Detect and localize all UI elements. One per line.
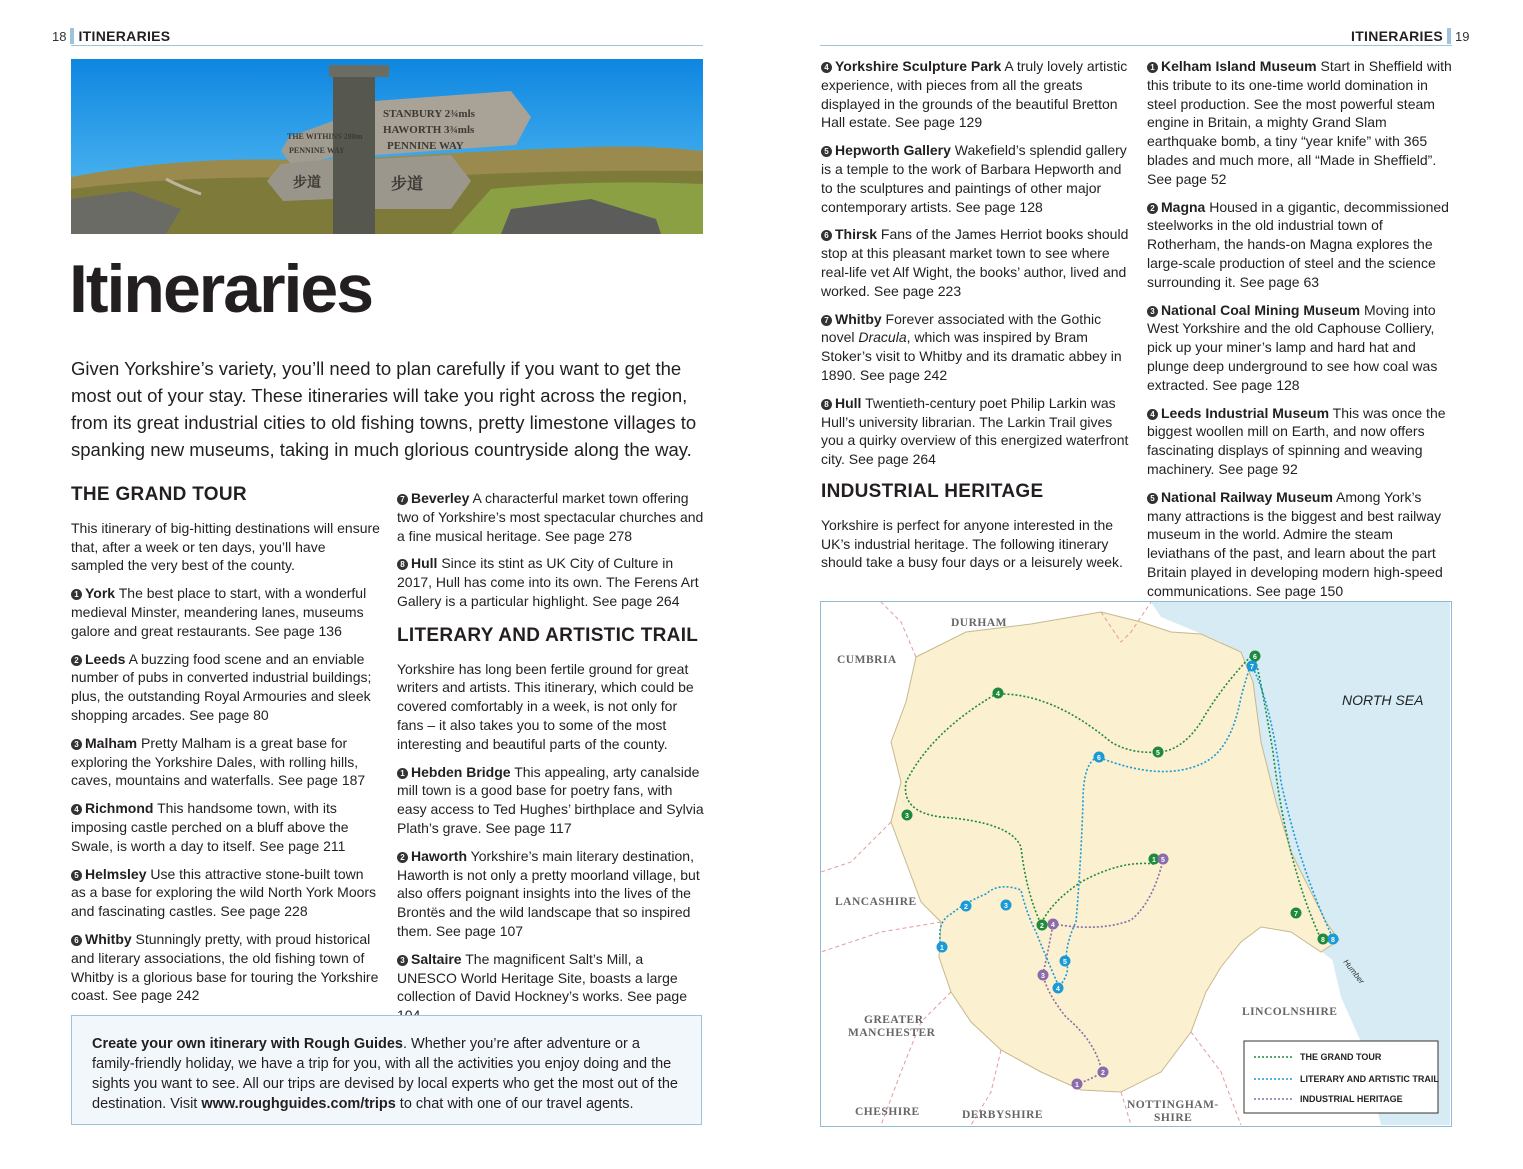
right-page-header: [1351, 26, 1469, 46]
number-badge: 4: [71, 804, 82, 815]
item-name: Hull: [411, 555, 438, 572]
list-item: [821, 225, 1129, 300]
item-name: Whitby: [835, 310, 882, 327]
svg-text:5: 5: [1161, 857, 1165, 864]
svg-text:1: 1: [1152, 857, 1156, 864]
map-marker: [1053, 983, 1064, 994]
list-item: [71, 930, 381, 1005]
list-item: [71, 584, 381, 640]
svg-text:6: 6: [1253, 654, 1257, 661]
map-marker: [1048, 919, 1059, 930]
left-page-header: [52, 26, 170, 46]
section-heading: LITERARY AND ARTISTIC TRAIL: [397, 624, 699, 646]
svg-text:6: 6: [1097, 755, 1101, 762]
region-label: CHESHIRE: [855, 1106, 920, 1118]
header-bar: [1447, 28, 1451, 44]
map-marker: [1158, 854, 1169, 865]
column-middle: [397, 489, 705, 1034]
legend-label: LITERARY AND ARTISTIC TRAIL: [1300, 1074, 1439, 1084]
svg-text:7: 7: [1250, 664, 1254, 671]
item-text: Yorkshire’s main literary destination, Haworth is not only a pretty moorland village, but also offers poignant insights into the lives of the Brontës and the wild landscape that so inspired them. See page 107: [397, 847, 700, 939]
list-item: [397, 489, 705, 545]
number-badge: 2: [71, 655, 82, 666]
item-text: Start in Sheffield with this tribute to its one-time world domination in steel production. See the most powerful steam engine in Britain, a mighty Grand Slam earthquake bomb, a tiny “year knife” with 365 blades and much more, all “Made in Sheffield”. See page 52: [1147, 58, 1452, 187]
item-text: , which was inspired by Bram Stoker’s visit to Whitby and its dramatic abbey in 1890. See page 242: [821, 329, 1122, 383]
region-label: LANCASHIRE: [835, 896, 917, 908]
section-heading: INDUSTRIAL HERITAGE: [821, 480, 1044, 502]
list-item: [397, 554, 705, 610]
list-item: [821, 394, 1129, 469]
number-badge: 8: [821, 399, 832, 410]
item-text: Wakefield’s splendid gallery is a temple to the work of Barbara Hepworth and to the sculptures and paintings of other major contemporary artists. See page 128: [821, 142, 1127, 215]
item-text: Twentieth-century poet Philip Larkin was Hull’s university librarian. The Larkin Trail gives you a quirky overview of this energized waterfront city. See page 264: [821, 394, 1129, 468]
svg-text:1: 1: [1075, 1082, 1079, 1089]
list-item: [397, 763, 705, 838]
itinerary-map: [820, 601, 1452, 1127]
header-rule: [820, 45, 1452, 46]
page-number: 18: [52, 28, 67, 44]
map-marker: [1060, 956, 1071, 967]
list-item: [1147, 301, 1457, 395]
item-name: Richmond: [85, 800, 154, 817]
svg-text:2: 2: [1101, 1070, 1105, 1077]
region-label: LINCOLNSHIRE: [1242, 1006, 1338, 1018]
number-badge: 2: [1147, 203, 1158, 214]
item-text: Since its stint as UK City of Culture in 2017, Hull has come into its own. The Ferens Art Gallery is a particular highlight. See page 264: [397, 555, 699, 609]
svg-text:8: 8: [1331, 937, 1335, 944]
item-text: Forever associated with the Gothic novel: [821, 310, 1102, 346]
section-title: ITINERARIES: [78, 28, 171, 44]
item-name: National Coal Mining Museum: [1161, 301, 1361, 318]
item-name: Whitby: [85, 930, 132, 947]
number-badge: 5: [71, 870, 82, 881]
intro-paragraph: Given Yorkshire’s variety, you’ll need to plan carefully if you want to get the most out of your stay. These itineraries will take you right across the region, from its great industrial cities to old fishing towns, pretty limestone villages to spanking new museums, taking in much glorious countryside along the way.: [71, 358, 697, 460]
item-name: Kelham Island Museum: [1161, 58, 1317, 74]
item-name: York: [85, 585, 116, 602]
item-name: Malham: [85, 734, 138, 751]
header-bar: [70, 28, 74, 44]
list-item: [397, 950, 705, 1025]
map-marker: [1318, 934, 1329, 945]
item-text: Moving into West Yorkshire and the old Caphouse Colliery, pick up your miner’s lamp and hard hat and plunge deep underground to see how coal was extracted. See page 128: [1147, 301, 1438, 393]
number-badge: 6: [71, 935, 82, 946]
item-name: National Railway Museum: [1161, 488, 1333, 505]
item-text: This handsome town, with its imposing castle perched on a bluff above the Swale, is worth a day to itself. See page 211: [71, 800, 349, 854]
region-label: DURHAM: [951, 617, 1008, 629]
number-badge: 3: [1147, 306, 1158, 317]
map-marker: [1247, 661, 1258, 672]
page-number: 19: [1454, 28, 1470, 44]
number-badge: 7: [821, 315, 832, 326]
map-marker: [1098, 1067, 1109, 1078]
item-text: A characterful market town offering two of Yorkshire’s most spectacular churches and a fine musical heritage. See page 278: [397, 490, 704, 544]
river-label: Humber: [1341, 957, 1367, 986]
number-badge: 3: [71, 739, 82, 750]
map-marker: [1001, 900, 1012, 911]
list-item: [71, 799, 381, 855]
section-intro: Yorkshire is perfect for anyone interested in the UK’s industrial heritage. The following itinerary should take a busy four days or a leisurely week.: [821, 516, 1123, 571]
number-badge: 1: [71, 589, 82, 600]
item-text: Fans of the James Herriot books should stop at this pleasant market town to see where real-life vet Alf Wight, the books’ author, lived and worked. See page 223: [821, 226, 1129, 299]
book-title: Dracula: [858, 329, 907, 346]
page-title: Itineraries: [69, 251, 373, 327]
sign-text: HAWORTH 3¾mls: [383, 124, 475, 136]
number-badge: 5: [821, 146, 832, 157]
item-text: Housed in a gigantic, decommissioned steelworks in the old industrial town of Rotherham, the hands-on Magna explores the large-scale production of steel and the science surrounding it. See page 63: [1147, 198, 1449, 290]
list-item: [397, 847, 705, 941]
column-right-2: [1147, 57, 1457, 610]
map-marker: [961, 901, 972, 912]
svg-text:3: 3: [905, 813, 909, 820]
svg-text:4: 4: [1051, 922, 1055, 929]
number-badge: 1: [397, 768, 408, 779]
sign-text: 步道: [391, 176, 424, 193]
region-label: CUMBRIA: [837, 654, 897, 666]
list-item: [821, 57, 1129, 132]
map-marker: [1037, 920, 1048, 931]
list-item: [71, 734, 381, 790]
item-name: Hull: [835, 394, 862, 411]
map-marker: [1094, 752, 1105, 763]
svg-text:7: 7: [1294, 911, 1298, 918]
legend-label: THE GRAND TOUR: [1300, 1052, 1382, 1062]
section-intro: Yorkshire has long been fertile ground for great writers and artists. This itinerary, which could be covered comfortably in a week, is not only for fans – it also takes you to some of the most interesting and beautiful parts of the county.: [397, 660, 694, 752]
section-heading: THE GRAND TOUR: [71, 484, 247, 505]
item-text: This was once the biggest woollen mill on Earth, and now offers fascinating displays of spinning and weaving machinery. See page 92: [1147, 404, 1446, 477]
svg-text:4: 4: [1056, 986, 1060, 993]
item-text: Among York’s many attractions is the biggest and best railway museum in the world. Admire the steam leviathans of the past, and learn about the part Britain played in developing modern high-speed communications. See page 150: [1147, 488, 1443, 599]
list-item: [821, 310, 1129, 385]
item-text: Use this attractive stone-built town as a base for exploring the wild North York Moors and fascinating castles. See page 228: [71, 865, 377, 920]
promo-box: [71, 1015, 702, 1125]
map-marker: [1072, 1079, 1083, 1090]
list-item: [1147, 57, 1457, 189]
item-name: Helmsley: [85, 865, 147, 882]
svg-text:3: 3: [1041, 973, 1045, 980]
item-name: Haworth: [411, 847, 467, 864]
section-intro: This itinerary of big-hitting destinations will ensure that, after a week or ten days, you’ll have sampled the very best of the county.: [71, 519, 380, 574]
item-text: A truly lovely artistic experience, with pieces from all the greats displayed in the grounds of the beautiful Bretton Hall estate. See page 129: [821, 58, 1128, 131]
item-text: Stunningly pretty, with proud historical and literary associations, the old fishing town of Whitby is a glorious base for touring the Yorkshire coast. See page 242: [71, 930, 379, 1004]
map-marker: [937, 942, 948, 953]
region-label: NOTTINGHAM-: [1127, 1099, 1219, 1111]
svg-text:3: 3: [1004, 903, 1008, 910]
number-badge: 5: [1147, 493, 1158, 504]
list-item: [71, 865, 381, 921]
number-badge: 1: [1147, 62, 1158, 73]
item-name: Hebden Bridge: [411, 763, 511, 780]
promo-link[interactable]: www.roughguides.com/trips: [201, 1096, 396, 1112]
promo-text: to chat with one of our travel agents.: [395, 1096, 634, 1112]
list-item: [821, 141, 1129, 216]
number-badge: 7: [397, 494, 408, 505]
sign-text: THE WITHINS 200m: [287, 132, 363, 141]
promo-heading: Create your own itinerary with Rough Guides: [92, 1036, 403, 1052]
region-label: DERBYSHIRE: [962, 1109, 1044, 1121]
item-text: A buzzing food scene and an enviable number of pubs in converted industrial buildings; plus, the outstanding Royal Armouries and sleek shopping arcades. See page 80: [71, 650, 372, 723]
column-grand-tour: [71, 486, 381, 1014]
item-name: Leeds: [85, 650, 126, 667]
item-text: The best place to start, with a wonderful medieval Minster, meandering lanes, museums galore and great restaurants. See page 136: [71, 585, 367, 639]
header-rule: [71, 45, 703, 46]
sign-text: 步道: [293, 176, 321, 191]
sign-text: PENNINE WAY: [289, 146, 345, 155]
number-badge: 4: [1147, 409, 1158, 420]
region-label: MANCHESTER: [848, 1027, 936, 1039]
number-badge: 8: [397, 559, 408, 570]
map-legend: [1244, 1041, 1439, 1113]
item-name: Beverley: [411, 490, 470, 506]
sea-label: NORTH SEA: [1342, 692, 1424, 708]
item-text: The magnificent Salt’s Mill, a UNESCO World Heritage Site, boasts a large collection of David Hockney’s works. See page: [397, 950, 688, 1005]
promo-text: . Whether you’re after adventure or a family-friendly holiday, we have a trip for you, with all the activities you enjoy doing and the sights you want to see. All our trips are devised by local experts who get the most out of the destination. Visit: [92, 1036, 678, 1112]
item-text: Pretty Malham is a great base for exploring the Yorkshire Dales, with rolling hills, caves, mountains and waterfalls. See page 187: [71, 734, 366, 789]
number-badge: 2: [397, 852, 408, 863]
map-marker: [902, 810, 913, 821]
region-label: GREATER: [864, 1014, 924, 1026]
map-marker: [1153, 747, 1164, 758]
list-item: [1147, 404, 1457, 479]
list-item: [71, 650, 381, 725]
legend-label: INDUSTRIAL HERITAGE: [1300, 1094, 1403, 1104]
signpost-photo: [71, 59, 703, 234]
map-marker: [1038, 970, 1049, 981]
svg-text:2: 2: [964, 904, 968, 911]
item-name: Leeds Industrial Museum: [1161, 404, 1330, 421]
number-badge: 4: [821, 62, 832, 73]
item-name: Saltaire: [411, 950, 462, 967]
map-marker: [1250, 651, 1261, 662]
sign-text: STANBURY 2¾mls: [383, 108, 475, 120]
item-text: This appealing, arty canalside mill town is a good base for poetry fans, with easy access to Ted Hughes’ birthplace and Sylvia Plath’s grave. See page 117: [397, 763, 704, 836]
svg-text:4: 4: [996, 691, 1000, 698]
section-title: ITINERARIES: [1351, 28, 1443, 44]
map-marker: [993, 688, 1004, 699]
column-right-1: [821, 57, 1129, 581]
region-label: SHIRE: [1154, 1112, 1193, 1124]
number-badge: 3: [397, 955, 408, 966]
item-name: Magna: [1161, 198, 1206, 215]
list-item: [1147, 488, 1457, 601]
item-name: Thirsk: [835, 226, 878, 243]
svg-text:2: 2: [1040, 923, 1044, 930]
map-marker: [1291, 908, 1302, 919]
list-item: [1147, 198, 1457, 292]
number-badge: 6: [821, 230, 832, 241]
svg-text:5: 5: [1063, 959, 1067, 966]
svg-text:8: 8: [1321, 937, 1325, 944]
item-name: Yorkshire Sculpture Park: [835, 58, 1002, 74]
svg-text:5: 5: [1156, 750, 1160, 757]
svg-text:1: 1: [940, 945, 944, 952]
item-name: Hepworth Gallery: [835, 142, 951, 159]
map-marker: [1328, 934, 1339, 945]
sign-text: PENNINE WAY: [387, 140, 464, 152]
